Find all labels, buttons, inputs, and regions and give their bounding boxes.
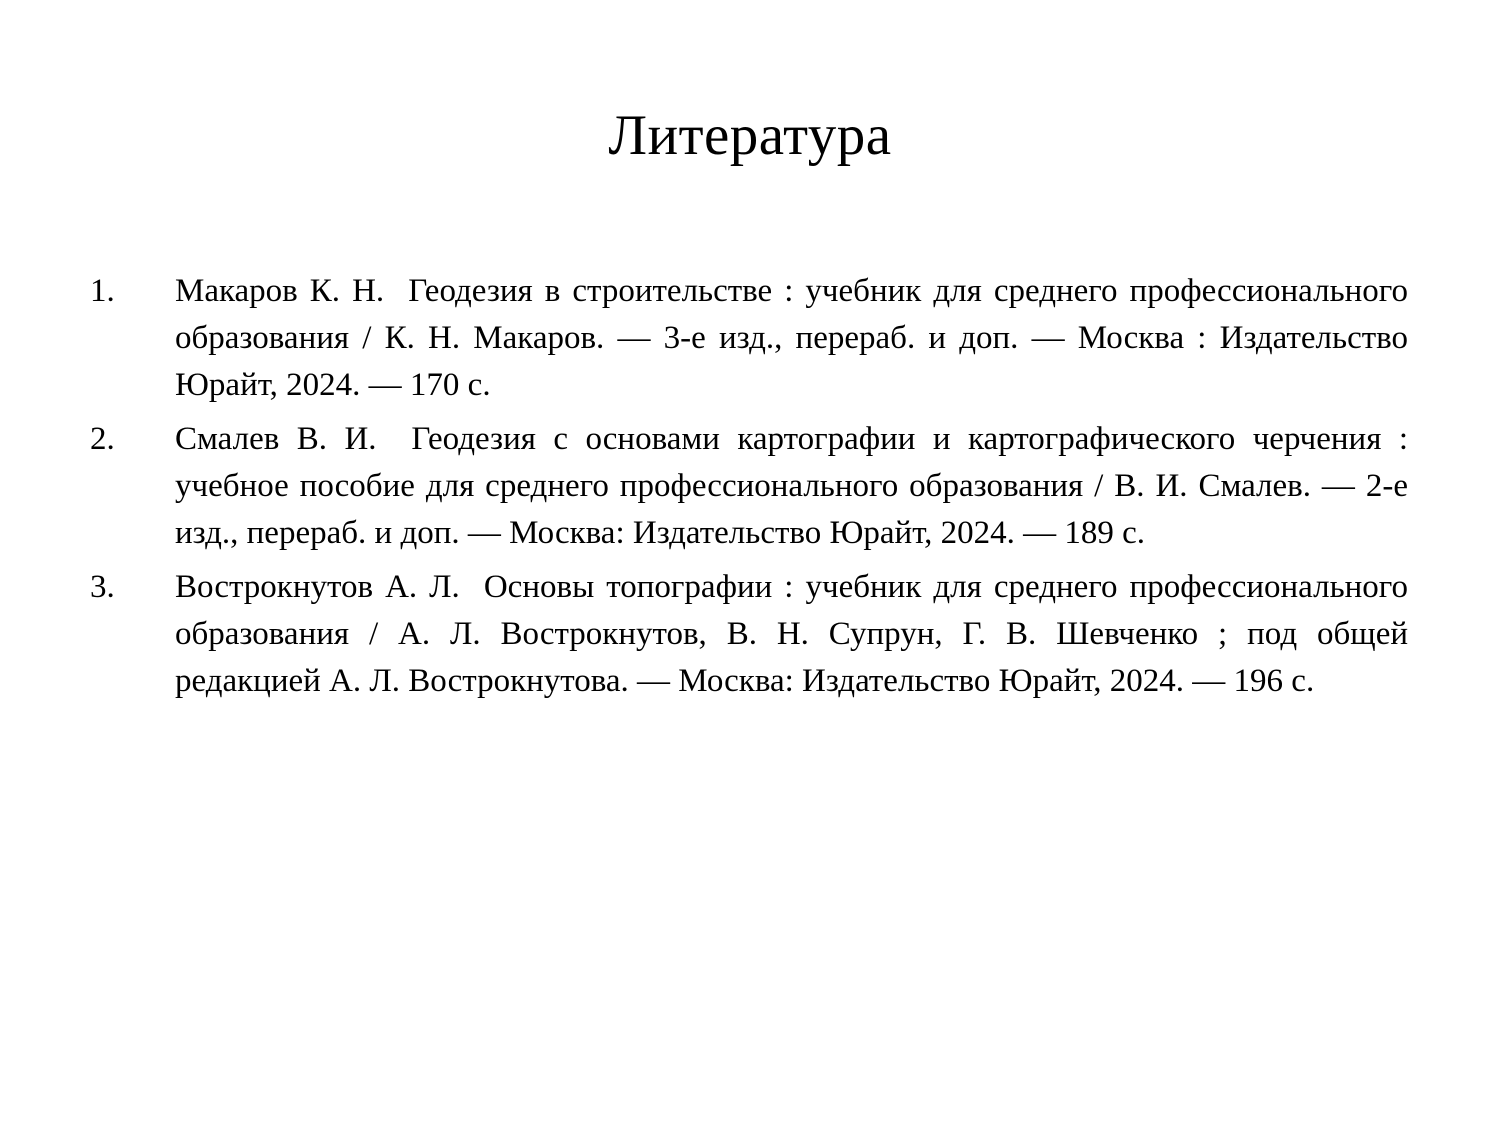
reference-item <box>90 564 1408 705</box>
reference-list <box>0 268 1500 705</box>
list-item-number: 1. <box>90 272 115 309</box>
list-item-number: 2. <box>90 420 115 457</box>
reference-text: Макаров К. Н. Геодезия в строительстве : учебник для среднего профессионального образования / К. Н. Макаров. — 3-е изд., перераб. и доп. — Москва : Издательство Юрайт, 2024. — 170 с. <box>175 272 1408 403</box>
reference-item <box>90 268 1408 409</box>
reference-item <box>90 416 1408 557</box>
page-title: Литература <box>608 104 892 167</box>
list-item-number: 3. <box>90 568 115 605</box>
reference-text: Вострокнутов А. Л. Основы топографии : учебник для среднего профессионального образования / А. Л. Вострокнутов, В. Н. Супрун, Г. В. Шевченко ; под общей редакцией А. Л. Вострокнутова. — Москва: Издательство Юрайт, 2024. — 196 с. <box>175 568 1408 699</box>
reference-text: Смалев В. И. Геодезия с основами картографии и картографического черчения : учебное пособие для среднего профессионального образования / В. И. Смалев. — 2-е изд., перераб. и доп. — Москва: Издательство Юрайт, 2024. — 189 с. <box>175 420 1408 551</box>
